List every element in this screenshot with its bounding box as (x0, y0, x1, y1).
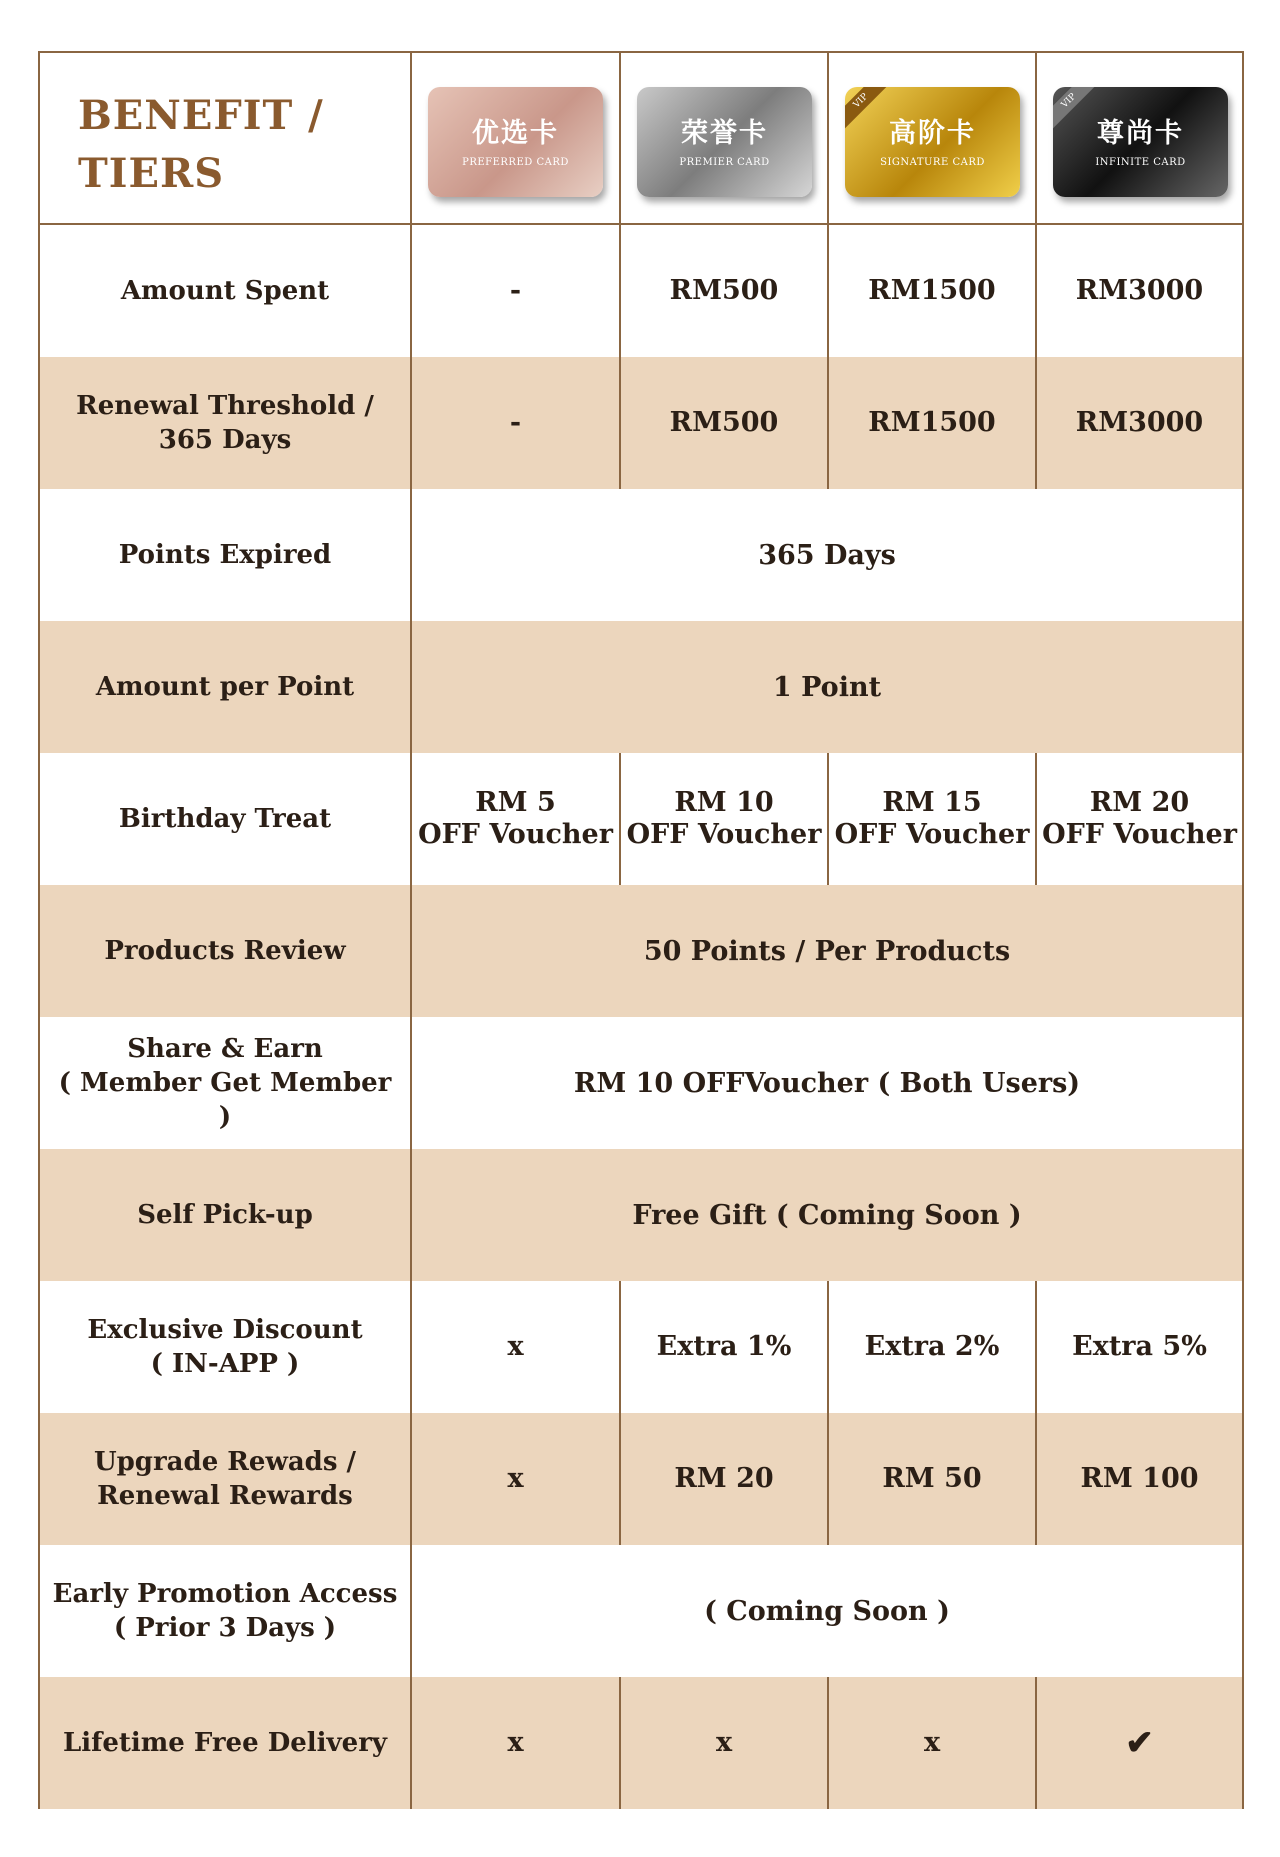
row-label: Birthday Treat (118, 804, 332, 834)
card-name-en: PREFERRED CARD (462, 157, 569, 168)
row-label: Upgrade Rewads / Renewal Rewards (93, 1447, 357, 1511)
tier-infinite-header (1035, 53, 1242, 223)
vip-ribbon: VIP (1053, 87, 1103, 135)
row-exclusive-discount (40, 1281, 1242, 1413)
row-early-promotion (40, 1545, 1242, 1677)
signature-value: RM 50 (827, 1413, 1035, 1545)
row-self-pickup (40, 1149, 1242, 1281)
premier-value: Extra 1% (619, 1281, 827, 1413)
premier-value: RM 10 OFF Voucher (619, 753, 827, 885)
table-header (40, 53, 1242, 225)
premier-value: RM 20 (619, 1413, 827, 1545)
preferred-value: - (410, 357, 619, 489)
row-free-delivery (40, 1677, 1242, 1809)
preferred-value: x (410, 1281, 619, 1413)
all-tiers-value: 365 Days (410, 489, 1242, 621)
row-share-earn (40, 1017, 1242, 1149)
preferred-value: - (410, 225, 619, 357)
row-products-review (40, 885, 1242, 1017)
row-label: Lifetime Free Delivery (62, 1728, 387, 1758)
row-label: Exclusive Discount ( IN-APP ) (87, 1315, 363, 1379)
preferred-value: x (410, 1677, 619, 1809)
vip-ribbon: VIP (845, 87, 895, 135)
all-tiers-value: Free Gift ( Coming Soon ) (410, 1149, 1242, 1281)
infinite-value: RM3000 (1035, 357, 1242, 489)
row-label: Amount per Point (95, 672, 355, 702)
row-label: Products Review (104, 936, 346, 966)
all-tiers-value: RM 10 OFFVoucher ( Both Users) (410, 1017, 1242, 1149)
card-name-cn: 优选卡 (472, 118, 559, 149)
benefit-tier-table (38, 51, 1244, 1809)
all-tiers-value: 50 Points / Per Products (410, 885, 1242, 1017)
row-renewal-threshold (40, 357, 1242, 489)
tier-signature-header (827, 53, 1035, 223)
header-title: BENEFIT / TIERS (78, 92, 324, 197)
signature-value: RM1500 (827, 357, 1035, 489)
row-label: Share & Earn ( Member Get Member ) (58, 1034, 392, 1132)
signature-card-image (845, 87, 1020, 197)
row-label: Self Pick-up (137, 1200, 313, 1230)
signature-value: RM 15 OFF Voucher (827, 753, 1035, 885)
row-label: Amount Spent (120, 276, 330, 306)
card-name-en: PREMIER CARD (679, 157, 770, 168)
row-amount-per-point (40, 621, 1242, 753)
premier-value: x (619, 1677, 827, 1809)
preferred-value: RM 5 OFF Voucher (410, 753, 619, 885)
signature-value: Extra 2% (827, 1281, 1035, 1413)
signature-value: RM1500 (827, 225, 1035, 357)
all-tiers-value: ( Coming Soon ) (410, 1545, 1242, 1677)
all-tiers-value: 1 Point (410, 621, 1242, 753)
card-name-en: SIGNATURE CARD (880, 157, 985, 168)
card-name-en: INFINITE CARD (1095, 157, 1186, 168)
card-name-cn: 荣誉卡 (681, 118, 768, 149)
row-birthday-treat (40, 753, 1242, 885)
card-name-cn: 高阶卡 (889, 118, 976, 149)
preferred-value: x (410, 1413, 619, 1545)
infinite-card-image (1053, 87, 1228, 197)
row-label: Points Expired (118, 540, 332, 570)
tier-premier-header (619, 53, 827, 223)
infinite-value: RM3000 (1035, 225, 1242, 357)
preferred-card-image (428, 87, 603, 197)
signature-value: x (827, 1677, 1035, 1809)
row-amount-spent (40, 225, 1242, 357)
checkmark-icon: ✔ (1035, 1677, 1242, 1809)
infinite-value: Extra 5% (1035, 1281, 1242, 1413)
card-name-cn: 尊尚卡 (1097, 118, 1184, 149)
infinite-value: RM 20 OFF Voucher (1035, 753, 1242, 885)
row-points-expired (40, 489, 1242, 621)
tier-preferred-header (410, 53, 619, 223)
premier-value: RM500 (619, 225, 827, 357)
premier-value: RM500 (619, 357, 827, 489)
row-label: Renewal Threshold / 365 Days (76, 391, 374, 455)
row-upgrade-rewards (40, 1413, 1242, 1545)
row-label: Early Promotion Access ( Prior 3 Days ) (52, 1579, 398, 1643)
infinite-value: RM 100 (1035, 1413, 1242, 1545)
premier-card-image (637, 87, 812, 197)
